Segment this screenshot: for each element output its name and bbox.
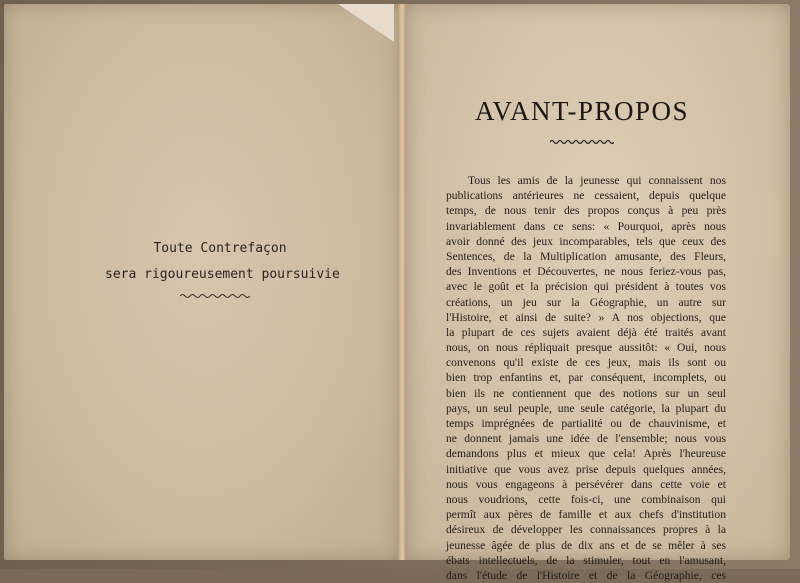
body-line: temps imprégnées de partialité ou de chauvinisme, et [446, 417, 726, 430]
body-line: bien ils ne contiennent que des notions sur un seul [446, 386, 726, 400]
body-line: la plupart de ces sujets avaient déjà été traités avant [446, 325, 726, 339]
body-line: désireux de développer les connaissances propres à la [446, 523, 726, 537]
body-line: publications antérieures ne cessaient, depuis quelque [446, 189, 726, 203]
folded-corner [338, 4, 394, 42]
body-line: bien trop enfantins et, par conséquent, incomplets, ou [446, 371, 726, 385]
body-line: nous voudrions, cette fois-ci, une combinaison qui [446, 492, 726, 506]
body-line: avec le goût et la précision qui président à toutes vos [446, 280, 726, 294]
page-title: AVANT-PROPOS [474, 96, 690, 126]
body-line: demandons plus et mieux que cela! Après l'heureuse [446, 447, 726, 461]
body-line: initiative que vous avez prise depuis quelques années, [446, 462, 726, 476]
body-line: ébats intellectuels, de la stimuler, tout en l'amusant, [446, 553, 726, 567]
body-line: créations, un jeu sur la Géographie, un autre sur [446, 295, 726, 309]
ornament-divider-right [550, 138, 614, 146]
body-line: nous, on nous répliquait presque aussitôt: « Oui, nous [446, 341, 726, 355]
body-line: nous vous engageons à persévérer dans cette voie et [446, 477, 726, 491]
body-line: convenons qu'il existe de ces jeux, mais ils sont ou [446, 356, 726, 370]
body-line: jeunesse âgée de plus de dix ans et de se mêler à ses [446, 538, 726, 552]
body-line: temps, de nous tenir des propos conçus à peu près [446, 204, 726, 218]
body-line: Sentences, de la Multiplication amusante, des Fleurs, [446, 249, 726, 263]
ornament-divider-left [180, 292, 250, 300]
notice-line-1: Toute Contrefaçon [153, 241, 287, 256]
body-text [446, 173, 726, 583]
notice-line-2: sera rigoureusement poursuivie [105, 267, 340, 282]
body-line: des Inventions et Découvertes, ne nous feriez-vous pas, [446, 265, 726, 279]
body-line: pays, un seul peuple, une seule catégorie, la plupart du [446, 401, 726, 415]
body-line: permît aux pères de famille et aux chefs d'institution [446, 508, 726, 522]
body-line: l'Histoire, et ainsi de suite? » A nos objections, que [446, 310, 726, 324]
body-line: invariablement dans ce sens: « Pourquoi, après nous [446, 219, 726, 233]
body-line: avoir donné des jeux incomparables, tels que ceux des [446, 234, 726, 248]
body-line: dans l'étude de l'Histoire et de la Géographie, ces [446, 568, 726, 582]
body-line: Tous les amis de la jeunesse qui connaissent nos [468, 174, 726, 187]
body-line: ne donnent jamais une idée de l'ensemble; nous vous [446, 432, 726, 446]
copyright-notice [105, 236, 340, 288]
